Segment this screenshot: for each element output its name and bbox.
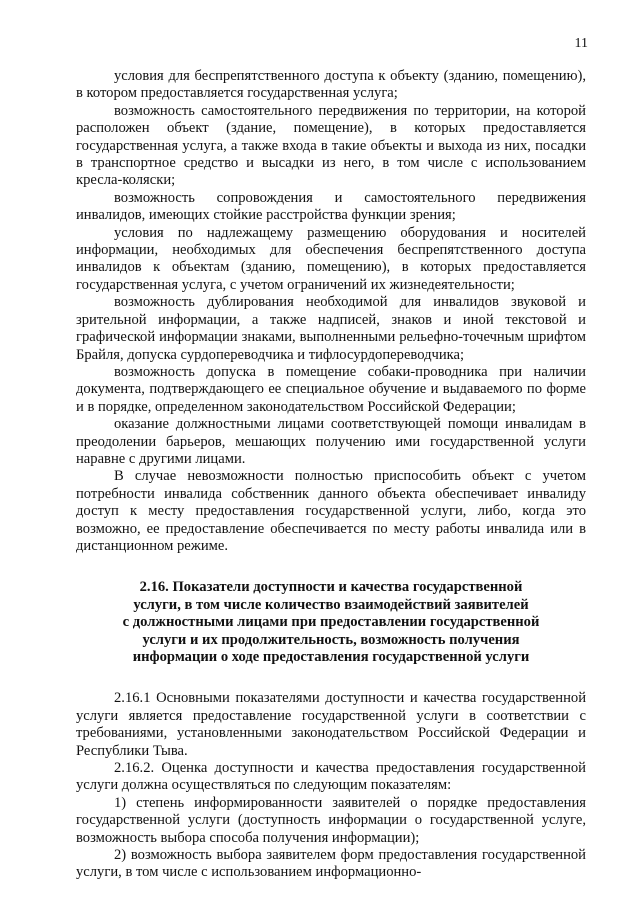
paragraph-escort-visually-impaired: возможность сопровождения и самостоятельного передвижения инвалидов, имеющих стойкие расстройства функции зрения; xyxy=(76,189,586,224)
paragraph-inability-to-adapt: В случае невозможности полностью приспособить объект с учетом потребности инвалида собственник данного объекта обеспечивает инвалиду доступ к месту предоставления государственной услуги, либо, когда это возможно, ее предоставление обеспечивается по месту работы инвалида или в дистанционном режиме. xyxy=(76,468,586,554)
section-heading-line: 2.16. Показатели доступности и качества государственной xyxy=(139,579,523,596)
section-heading-line: услуги, в том числе количество взаимодействий заявителей xyxy=(133,596,529,613)
paragraph-2-16-2: 2.16.2. Оценка доступности и качества предоставления государственной услуги должна осуществляться по следующим показателям: xyxy=(76,760,586,794)
section-heading-line: информации о ходе предоставления государственной услуги xyxy=(132,649,530,665)
paragraph-equipment-placement: условия по надлежащему размещению оборудования и носителей информации, необходимых для обеспечения беспрепятственного доступа инвалидов к объектам (зданию, помещению), в которых предоставляется государственная услуга, с учетом ограничений их жизнедеятельности; xyxy=(76,224,586,293)
paragraph-2-16-1: 2.16.1 Основными показателями доступности и качества государственной услуги является предоставление государственной услуги в соответствии с требованиями, установленными законодательством Российской Федерации и Республики Тыва. xyxy=(76,690,586,759)
paragraph-guide-dog: возможность допуска в помещение собаки-проводника при наличии документа, подтверждающего ее специальное обучение и выдаваемого по форме и в порядке, определенном законодательством Российской Федерации; xyxy=(76,363,586,415)
paragraph-official-assistance: оказание должностными лицами соответствующей помощи инвалидам в преодолении барьеров, мешающих получению ими государственной услуги наравне с другими лицами. xyxy=(76,416,586,467)
paragraph-information-duplication: возможность дублирования необходимой для инвалидов звуковой и зрительной информации, а также надписей, знаков и иной текстовой и графической информации знаками, выполненными рельефно-точечным шрифтом Брайля, допуска сурдопереводчика и тифлосурдопереводчика; xyxy=(76,294,586,363)
section-heading-line: услуги и их продолжительность, возможность получения xyxy=(142,631,520,648)
section-heading-line: с должностными лицами при предоставлении государственной xyxy=(122,614,540,631)
paragraph-independent-movement: возможность самостоятельного передвижения по территории, на которой расположен объект (здание, помещение), в которых предоставляется государственная услуга, а также входа в такие объекты и выхода из них, посадки в транспортное средство и высадки из него, в том числе с использованием кресла-коляски; xyxy=(76,102,586,189)
section-heading-2-16 xyxy=(76,579,586,666)
paragraph-indicator-1: 1) степень информированности заявителей о порядке предоставления государственной услуги (доступность информации о государственной услуге, возможность выбора способа получения информации); xyxy=(76,794,586,846)
document-body xyxy=(76,68,586,882)
paragraph-access-conditions: условия для беспрепятственного доступа к объекту (зданию, помещению), в котором предоставляется государственная услуга; xyxy=(76,68,586,102)
page-number: 11 xyxy=(574,36,588,51)
paragraph-indicator-2: 2) возможность выбора заявителем форм предоставления государственной услуги, в том числе с использованием информационно- xyxy=(76,847,586,881)
